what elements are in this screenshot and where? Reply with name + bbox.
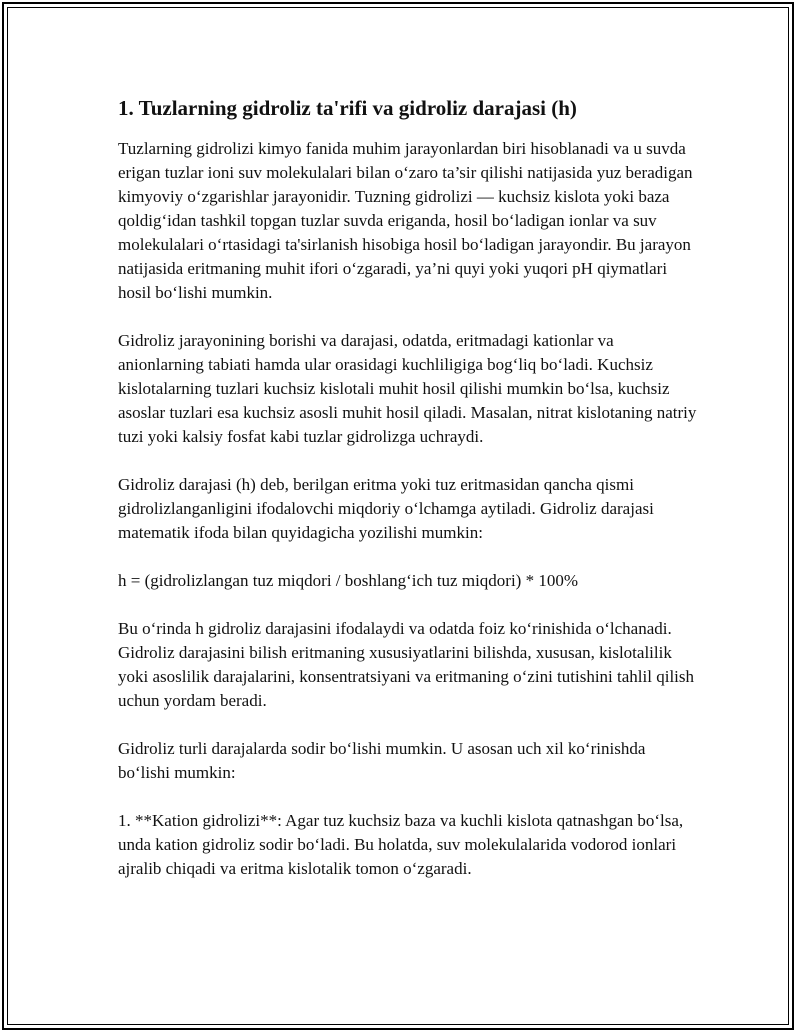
- section-heading: 1. Tuzlarning gidroliz ta'rifi va gidroliz darajasi (h): [118, 96, 577, 120]
- paragraph-degree-explanation: Bu o‘rinda h gidroliz darajasini ifodalaydi va odatda foiz ko‘rinishida o‘lchanadi. Gidroliz darajasini bilish eritmaning xususiyatlarini bilishda, xususan, kislotalilik yoki asoslilik darajalarini, konsentratsiyani va eritmaning o‘zini tutishini tahlil qilish uchun yordam beradi.: [118, 619, 695, 710]
- paragraph-cation-hydrolysis: 1. **Kation gidrolizi**: Agar tuz kuchsiz baza va kuchli kislota qatnashgan bo‘lsa, unda kation gidroliz sodir bo‘ladi. Bu holatda, suv molekulalarida vodorod ionlari ajralib chiqadi va eritma kislotalik tomon o‘zgaradi.: [118, 811, 684, 878]
- document-body: [118, 95, 698, 905]
- formula-line: h = (gidrolizlangan tuz miqdori / boshlang‘ich tuz miqdori) * 100%: [118, 571, 578, 590]
- paragraph-degree-intro: Gidroliz darajasi (h) deb, berilgan eritma yoki tuz eritmasidan qancha qismi gidrolizlanganligini ifodalovchi miqdoriy o‘lchamga aytiladi. Gidroliz darajasi matematik ifoda bilan quyidagicha yozilishi mumkin:: [118, 475, 654, 542]
- paragraph-process: Gidroliz jarayonining borishi va darajasi, odatda, eritmadagi kationlar va anionlarning tabiati hamda ular orasidagi kuchliligiga bog‘liq bo‘ladi. Kuchsiz kislotalarning tuzlari kuchsiz kislotali muhit hosil qilishi mumkin bo‘lsa, kuchsiz asoslar tuzlari esa kuchsiz asosli muhit hosil qiladi. Masalan, nitrat kislotaning natriy tuzi yoki kalsiy fosfat kabi tuzlar gidrolizga uchraydi.: [118, 331, 697, 446]
- paragraph-types-intro: Gidroliz turli darajalarda sodir bo‘lishi mumkin. U asosan uch xil ko‘rinishda bo‘lishi mumkin:: [118, 739, 646, 782]
- paragraph-definition: Tuzlarning gidrolizi kimyo fanida muhim jarayonlardan biri hisoblanadi va u suvda erigan tuzlar ioni suv molekulalari bilan o‘zaro ta’sir qilishi natijasida yuz beradigan kimyoviy o‘zgarishlar jarayonidir. Tuzning gidrolizi — kuchsiz kislota yoki baza qoldig‘idan tashkil topgan tuzlar suvda eriganda, hosil bo‘ladigan ionlar va suv molekulalari o‘rtasidagi ta'sirlanish hisobiga hosil bo‘ladigan jarayondir. Bu jarayon natijasida eritmaning muhit ifori o‘zgaradi, ya’ni quyi yoki yuqori pH qiymatlari hosil bo‘lishi mumkin.: [118, 139, 693, 302]
